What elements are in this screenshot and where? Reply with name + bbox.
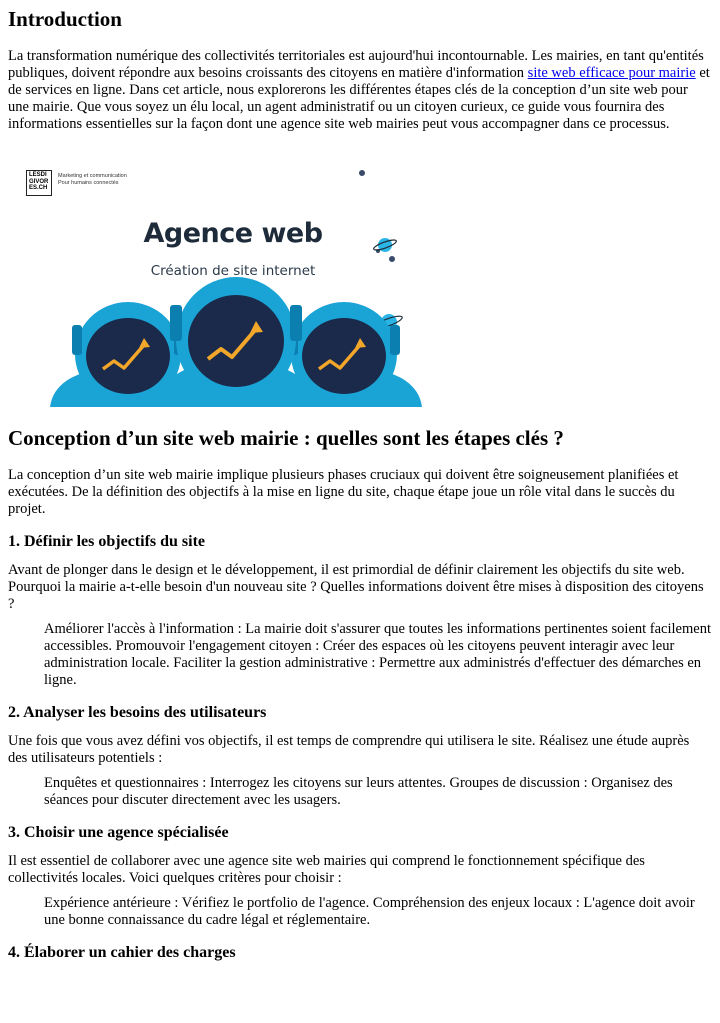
astronaut-center-icon (156, 277, 316, 407)
astronaut-illustration (8, 155, 458, 407)
logo-tagline-2: Pour humains connectés (58, 180, 119, 186)
intro-text-1: La transformation numérique des collectivités territoriales est aujourd'hui incontournable. Les mairies, en tant qu'entités publiques, doivent répondre aux besoins croissants des citoyens en matière d'information (8, 48, 704, 81)
star-dot-icon (359, 170, 365, 176)
intro-paragraph (8, 48, 712, 133)
lesdigivores-logo (26, 170, 52, 196)
logo-tagline-1: Marketing et communication (58, 173, 127, 179)
step3-paragraph: Il est essentiel de collaborer avec une agence site web mairies qui comprend le fonctionnement spécifique des collectivités locales. Voici quelques critères pour choisir : (8, 853, 645, 886)
logo-line: LESDI (29, 172, 47, 178)
step3-heading: 3. Choisir une agence spécialisée (8, 824, 229, 841)
logo-line: ES.CH (29, 185, 48, 191)
logo-tagline (58, 173, 127, 187)
banner-title: Agence web (143, 218, 323, 249)
site-web-mairie-link[interactable]: site web efficace pour mairie (527, 65, 696, 81)
star-dot-icon (389, 256, 395, 262)
step1-quote: Améliorer l'accès à l'information : La mairie doit s'assurer que toutes les informations pertinentes soient facilement accessibles. Promouvoir l'engagement citoyen : Créer des espaces où les citoyens peuvent interagir avec leur administration locale. Faciliter la gestion administrative : Permettre aux administrés d'effectuer des démarches en ligne. (44, 621, 711, 688)
article (0, 6, 720, 963)
step2-quote: Enquêtes et questionnaires : Interrogez les citoyens sur leurs attentes. Groupes de discussion : Organisez des séances pour discuter directement avec les usagers. (44, 775, 673, 808)
agency-banner-image (8, 155, 458, 407)
logo-line: GIVOR (29, 178, 49, 185)
step1-heading: 1. Définir les objectifs du site (8, 533, 206, 550)
section-paragraph: La conception d’un site web mairie implique plusieurs phases cruciaux qui doivent être soigneusement planifiées et exécutées. De la définition des objectifs à la mise en ligne du site, chaque étape joue un rôle vital dans le succès du projet. (8, 467, 679, 517)
step2-paragraph: Une fois que vous avez défini vos objectifs, il est temps de comprendre qui utilisera le site. Réalisez une étude auprès des utilisateurs potentiels : (8, 733, 690, 766)
step3-quote: Expérience antérieure : Vérifiez le portfolio de l'agence. Compréhension des enjeux locaux : L'agence doit avoir une bonne connaissance du cadre légal et réglementaire. (44, 895, 695, 928)
banner-subtitle: Création de site internet (150, 263, 316, 279)
step1-paragraph: Avant de plonger dans le design et le développement, il est primordial de définir clairement les objectifs du site web. Pourquoi la mairie a-t-elle besoin d'un nouveau site ? Quelles informations doivent être mises à disposition des citoyens ? (8, 562, 704, 612)
step4-heading: 4. Élaborer un cahier des charges (8, 944, 236, 961)
step2-heading: 2. Analyser les besoins des utilisateurs (8, 704, 267, 721)
section-heading: Conception d’un site web mairie : quelles sont les étapes clés ? (8, 426, 564, 450)
intro-text-2: et de services en ligne. Dans cet article, nous explorerons les différentes étapes clés de la conception d’un site web pour une mairie. Que vous soyez un élu local, un agent administratif ou un citoyen curieux, ce guide vous fournira des informations essentielles sur la façon dont une agence site web mairies peut vous accompagner dans ce processus. (8, 65, 710, 132)
intro-heading: Introduction (8, 7, 122, 31)
